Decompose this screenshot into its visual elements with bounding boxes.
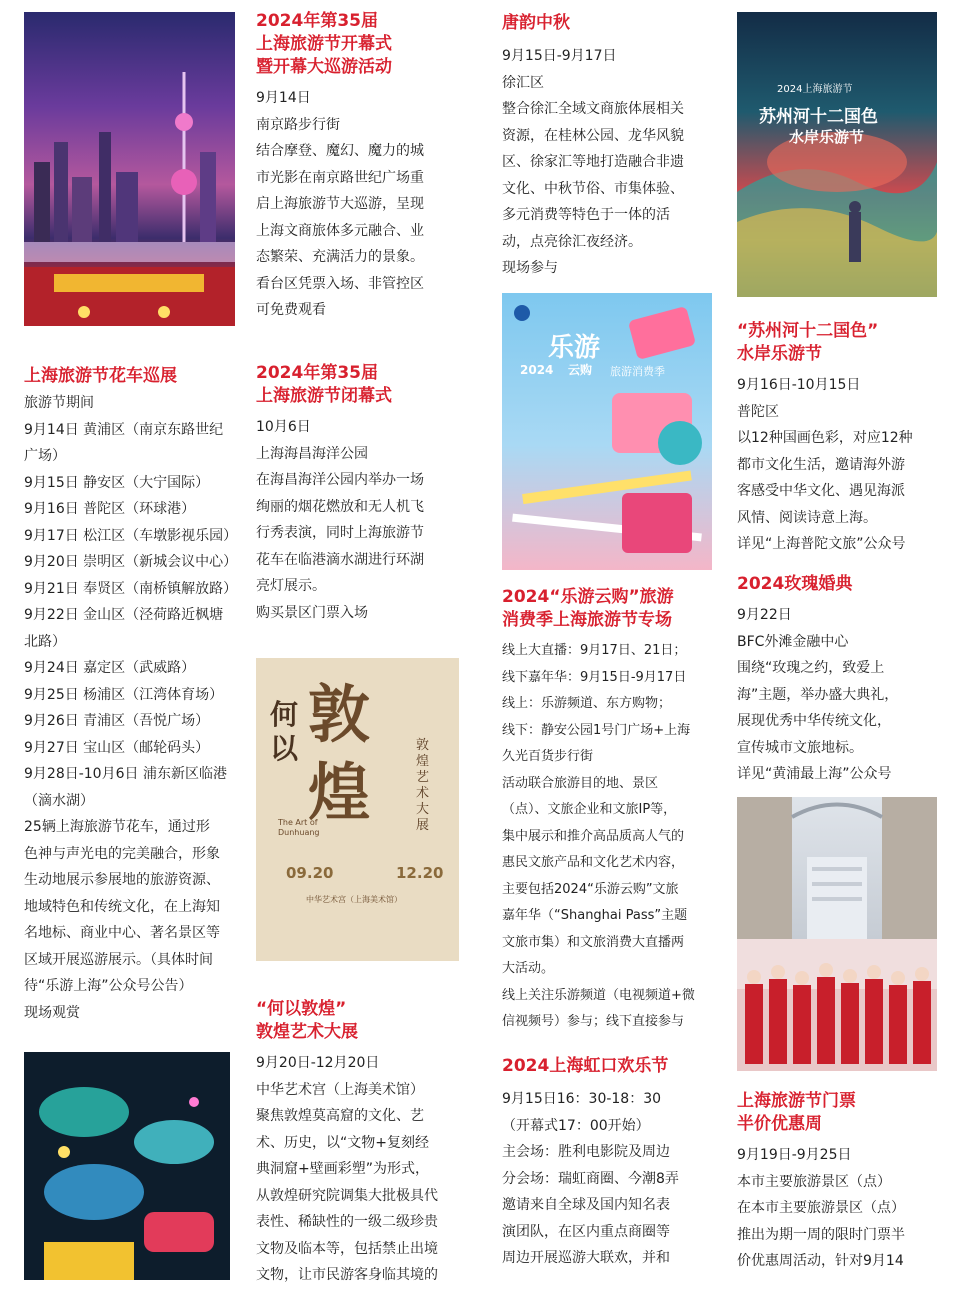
midautumn-join: 现场参与 bbox=[502, 260, 558, 276]
desc-line: 线上关注乐游频道（电视频道+微 bbox=[502, 987, 695, 1003]
poster-dunhuang-big2: 敦煌 bbox=[308, 678, 371, 829]
poster-suzhou-line3: 水岸乐游节 bbox=[789, 128, 865, 146]
desc-line: 推出为期一周的限时门票半 bbox=[737, 1226, 905, 1243]
leyou-line: 线上大直播：9月17日、21日； bbox=[502, 643, 687, 658]
leyou-line: 线上：乐游频道、东方购物； bbox=[502, 696, 672, 711]
desc-line: 典洞窟+壁画彩塑”为形式， bbox=[256, 1161, 429, 1177]
desc-line: 大活动。 bbox=[502, 961, 555, 976]
schedule-line: 9月15日 静安区（大宁国际） bbox=[24, 474, 210, 491]
schedule-line: 9月14日 黄浦区（南京东路世纪 bbox=[24, 421, 224, 438]
desc-line: 地域特色和传统文化，在上海知 bbox=[24, 898, 220, 915]
poster-suzhou-line2: 苏州河十二国色 bbox=[759, 107, 878, 127]
poster-leyou-brand: 乐游 bbox=[548, 333, 601, 363]
parade-title: 上海旅游节花车巡展 bbox=[24, 366, 177, 386]
poster-leyou bbox=[502, 293, 712, 570]
poster-leyou-sub: 旅游消费季 bbox=[610, 365, 665, 378]
poster-leyou-brand2: 云购 bbox=[568, 363, 593, 377]
schedule-line: 9月22日 金山区（泾荷路近枫塘 bbox=[24, 607, 224, 623]
desc-line: 区、徐家汇等地打造融合非遗 bbox=[502, 154, 684, 170]
desc-line: 文物及临本等，包括禁止出境 bbox=[256, 1240, 438, 1257]
desc-line: 结合摩登、魔幻、魔力的城 bbox=[256, 143, 424, 159]
tickets-title-line: 半价优惠周 bbox=[737, 1114, 822, 1134]
suzhou-place: 普陀区 bbox=[737, 403, 779, 420]
desc-line: 整合徐汇全域文商旅体展相关 bbox=[502, 101, 684, 117]
desc-line: 集中展示和推介高品质高人气的 bbox=[502, 828, 685, 844]
desc-line: 术、历史，以“文物+复刻经 bbox=[256, 1134, 429, 1151]
leyou-title-line: 2024“乐游云购”旅游 bbox=[502, 587, 674, 607]
desc-line: 展现优秀中华传统文化， bbox=[737, 713, 891, 729]
desc-line: 资源，在桂林公园、龙华风貌 bbox=[502, 127, 684, 144]
hongkou-line: 主会场：胜利电影院及周边 bbox=[502, 1144, 670, 1160]
poster-dunhuang-venue: 中华艺术宫（上海美术馆） bbox=[306, 895, 402, 904]
hongkou-title: 2024上海虹口欢乐节 bbox=[502, 1056, 669, 1076]
poster-dunhuang-big1: 何以 bbox=[270, 698, 299, 765]
desc-line: 宣传城市文旅地标。 bbox=[737, 739, 863, 756]
poster-dunhuang-to: 12.20 bbox=[396, 864, 444, 882]
hongkou-section bbox=[502, 1055, 720, 1272]
desc-line: 看台区凭票入场、非管控区 bbox=[256, 275, 424, 292]
desc-line: 主要包括2024“乐游云购”文旅 bbox=[502, 881, 679, 897]
opening-title-line: 上海旅游节开幕式 bbox=[256, 34, 392, 54]
desc-line: 惠民文旅产品和文化艺术内容， bbox=[502, 855, 685, 870]
poster-dunhuang-en: The Art of Dunhuang bbox=[278, 818, 320, 837]
suzhou-title-line: “苏州河十二国色” bbox=[737, 321, 879, 341]
desc-line: 文旅市集）和文旅消费大直播两 bbox=[502, 934, 685, 950]
poster-dunhuang-from: 09.20 bbox=[286, 864, 334, 882]
opening-title-line: 2024年第35届 bbox=[256, 11, 378, 31]
desc-line: 嘉年华（“Shanghai Pass”主题 bbox=[502, 908, 688, 923]
schedule-line: 广场） bbox=[24, 448, 66, 464]
bfc-graphic bbox=[737, 797, 937, 939]
desc-line: 亮灯展示。 bbox=[256, 578, 326, 594]
poster-suzhou-line1: 2024上海旅游节 bbox=[777, 84, 853, 95]
hongkou-line: 9月15日16：30-18：30 bbox=[502, 1091, 662, 1107]
schedule-line: 北路） bbox=[24, 633, 66, 650]
photo-bund-night bbox=[24, 12, 235, 326]
desc-line: 详见“上海普陀文旅”公众号 bbox=[737, 536, 906, 552]
tickets-title-line: 上海旅游节门票 bbox=[737, 1091, 856, 1111]
desc-line: 活动联合旅游目的地、景区 bbox=[502, 775, 659, 791]
desc-line: 价优惠周活动，针对9月14 bbox=[737, 1253, 904, 1269]
desc-line: 从敦煌研究院调集大批极具代 bbox=[256, 1187, 438, 1204]
desc-line: 海”主题，举办盛大典礼， bbox=[737, 686, 899, 703]
leyou-line: 线下嘉年华：9月15日-9月17日 bbox=[502, 669, 687, 685]
midautumn-title: 唐韵中秋 bbox=[502, 13, 570, 33]
opening-title-line: 暨开幕大巡游活动 bbox=[256, 57, 392, 77]
closing-title-line: 上海旅游节闭幕式 bbox=[256, 386, 392, 406]
closing-section bbox=[256, 362, 468, 626]
leyou-section bbox=[502, 586, 720, 1036]
poster-dunhuang bbox=[256, 658, 459, 961]
schedule-line: 9月21日 奉贤区（南桥镇解放路） bbox=[24, 580, 238, 597]
poster-suzhou-river bbox=[737, 12, 937, 297]
floats-graphic bbox=[24, 1052, 230, 1280]
schedule-line: 9月25日 杨浦区（江湾体育场） bbox=[24, 686, 224, 703]
parade-period: 旅游节期间 bbox=[24, 395, 94, 411]
desc-line: 生动地展示参展地的旅游资源、 bbox=[24, 872, 220, 888]
dunhuang-title-line: “何以敦煌” bbox=[256, 999, 347, 1019]
midautumn-date: 9月15日-9月17日 bbox=[502, 48, 617, 64]
desc-line: 上海文商旅体多元融合、业 bbox=[256, 222, 424, 239]
hongkou-line: 演团队，在区内重点商圈等 bbox=[502, 1223, 670, 1240]
desc-line: 多元消费等特色于一体的活 bbox=[502, 207, 670, 223]
schedule-line: 9月17日 松江区（车墩影视乐园） bbox=[24, 527, 238, 544]
hongkou-line: 周边开展巡游大联欢，并和 bbox=[502, 1250, 670, 1266]
schedule-line: 9月16日 普陀区（环球港） bbox=[24, 501, 196, 517]
leyou-line: 线下：静安公园1号门广场+上海 bbox=[502, 722, 691, 738]
desc-line: 现场观赏 bbox=[24, 1004, 80, 1021]
schedule-line: 9月20日 崇明区（新城会议中心） bbox=[24, 554, 238, 570]
desc-line: 花车在临港滴水湖进行环湖 bbox=[256, 551, 424, 568]
schedule-line: 9月24日 嘉定区（武威路） bbox=[24, 660, 196, 676]
poster-leyou-graphic bbox=[502, 293, 712, 570]
tickets-date: 9月19日-9月25日 bbox=[737, 1147, 852, 1163]
wedding-place: BFC外滩金融中心 bbox=[737, 633, 849, 650]
desc-line: 区域开展巡游展示。（具体时间 bbox=[24, 951, 213, 968]
poster-leyou-year: 2024 bbox=[520, 363, 554, 377]
leyou-title-line: 消费季上海旅游节专场 bbox=[502, 610, 672, 630]
desc-line: 文物，让市民游客身临其境的 bbox=[256, 1267, 438, 1283]
photo-bfc-building bbox=[737, 797, 937, 939]
suzhou-date: 9月16日-10月15日 bbox=[737, 377, 861, 393]
hongkou-line: 邀请来自全球及国内知名表 bbox=[502, 1197, 670, 1213]
desc-line: 行秀表演，同时上海旅游节 bbox=[256, 525, 424, 541]
leyou-line: 久光百货步行街 bbox=[502, 749, 594, 764]
dunhuang-section bbox=[256, 998, 468, 1289]
closing-place: 上海海昌海洋公园 bbox=[256, 445, 368, 462]
desc-line: 客感受中华文化、遇见海派 bbox=[737, 483, 905, 499]
opening-date: 9月14日 bbox=[256, 90, 311, 106]
wedding-date: 9月22日 bbox=[737, 607, 792, 623]
desc-line: 启上海旅游节大巡游，呈现 bbox=[256, 196, 424, 212]
suzhou-title-line: 水岸乐游节 bbox=[737, 344, 822, 364]
desc-line: 态繁荣、充满活力的景象。 bbox=[256, 249, 424, 265]
dunhuang-title-line: 敦煌艺术大展 bbox=[256, 1022, 358, 1042]
wedding-section bbox=[737, 573, 942, 788]
desc-line: 绚丽的烟花燃放和无人机飞 bbox=[256, 498, 424, 515]
desc-line: 聚焦敦煌莫高窟的文化、艺 bbox=[256, 1108, 424, 1124]
dunhuang-place: 中华艺术宫（上海美术馆） bbox=[256, 1081, 424, 1098]
desc-line: 围绕“玫瑰之约，致爱上 bbox=[737, 660, 885, 676]
midautumn-section bbox=[502, 12, 720, 282]
hongkou-line: 分会场：瑞虹商圈、今潮8弄 bbox=[502, 1170, 679, 1187]
photo-wedding-couples bbox=[737, 939, 937, 1071]
desc-line: 以12种国画色彩，对应12种 bbox=[737, 430, 913, 446]
suzhou-section bbox=[737, 320, 942, 558]
desc-line: 详见“黄浦最上海”公众号 bbox=[737, 766, 892, 782]
bund-skyline-graphic bbox=[24, 12, 235, 326]
opening-section bbox=[256, 10, 468, 324]
desc-line: 购买景区门票入场 bbox=[256, 604, 368, 621]
desc-line: 信视频号）参与；线下直接参与 bbox=[502, 1014, 685, 1029]
wedding-title: 2024玫瑰婚典 bbox=[737, 574, 853, 594]
desc-line: 待“乐游上海”公众号公告） bbox=[24, 978, 193, 994]
desc-line: （点）、文旅企业和文旅IP等， bbox=[502, 802, 677, 817]
desc-line: 都市文化生活，邀请海外游 bbox=[737, 456, 905, 473]
desc-line: 风情、阅读诗意上海。 bbox=[737, 509, 877, 526]
desc-line: 表性、稀缺性的一级二级珍贵 bbox=[256, 1214, 438, 1230]
schedule-line: 9月28日-10月6日 浦东新区临港 bbox=[24, 766, 227, 782]
desc-line: 在本市主要旅游景区（点） bbox=[737, 1200, 905, 1216]
desc-line: 动，点亮徐汇夜经济。 bbox=[502, 233, 642, 250]
dunhuang-date: 9月20日-12月20日 bbox=[256, 1055, 380, 1071]
closing-title-line: 2024年第35届 bbox=[256, 363, 378, 383]
desc-line: 可免费观看 bbox=[256, 302, 326, 318]
schedule-line: （滴水湖） bbox=[24, 792, 94, 809]
schedule-line: 9月27日 宝山区（邮轮码头） bbox=[24, 739, 210, 756]
poster-dunhuang-side: 敦煌艺术大展 bbox=[416, 738, 430, 833]
hongkou-line: （开幕式17：00开始） bbox=[502, 1117, 650, 1134]
opening-place: 南京路步行街 bbox=[256, 116, 340, 133]
desc-line: 文化、中秋节俗、市集体验、 bbox=[502, 180, 684, 197]
midautumn-place: 徐汇区 bbox=[502, 74, 544, 91]
schedule-line: 9月26日 青浦区（吾悦广场） bbox=[24, 713, 210, 729]
parade-section bbox=[24, 365, 236, 1026]
desc-line: 市光影在南京路世纪广场重 bbox=[256, 169, 424, 186]
closing-date: 10月6日 bbox=[256, 419, 311, 435]
wedding-graphic bbox=[737, 939, 937, 1071]
desc-line: 在海昌海洋公园内举办一场 bbox=[256, 472, 424, 488]
desc-line: 本市主要旅游景区（点） bbox=[737, 1173, 891, 1190]
tickets-section bbox=[737, 1090, 942, 1275]
poster-suzhou-graphic bbox=[737, 12, 937, 297]
desc-line: 色神与声光电的完美融合，形象 bbox=[24, 845, 220, 862]
desc-line: 名地标、商业中心、著名景区等 bbox=[24, 925, 220, 941]
photo-parade-floats bbox=[24, 1052, 230, 1280]
desc-line: 25辆上海旅游节花车，通过形 bbox=[24, 819, 210, 835]
